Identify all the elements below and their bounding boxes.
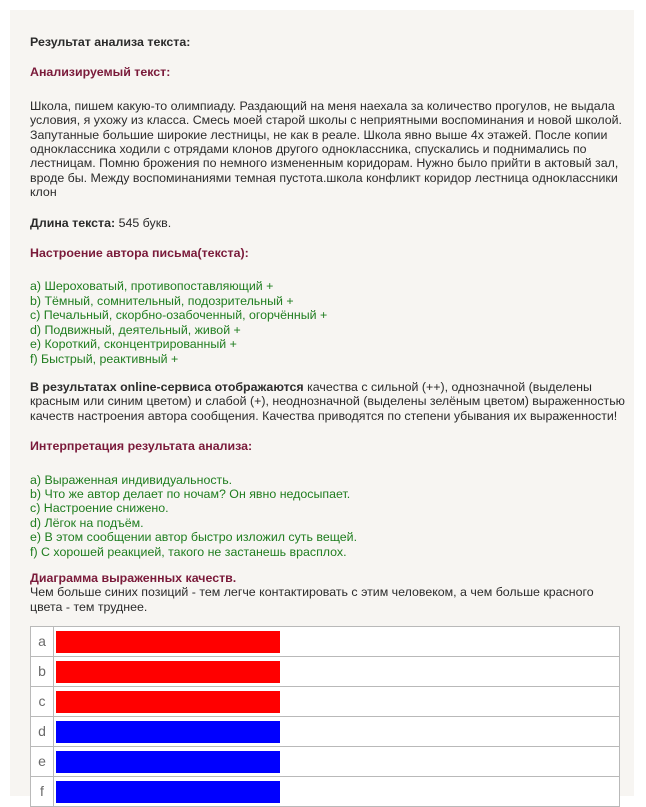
text-length-value: 545 букв. — [118, 215, 172, 230]
mood-item-e: e) Короткий, сконцентрированный + — [30, 337, 237, 352]
interpretation-item-f: f) С хорошей реакцией, такого не застанешь врасплох. — [30, 544, 347, 559]
analyzed-text-heading: Анализируемый текст: — [30, 65, 171, 80]
interpretation-item-b: b) Что же автор делает по ночам? Он явно недосыпает. — [30, 486, 351, 501]
results-note-bold: В результатах online-сервиса отображаются — [30, 379, 304, 394]
interpretation-item-a: a) Выраженная индивидуальность. — [30, 472, 233, 487]
diagram-row-d — [31, 717, 620, 747]
mood-item-c: c) Печальный, скорбно-озабоченный, огорчённый + — [30, 308, 328, 323]
diagram-label-e: e — [31, 747, 54, 777]
diagram-row-b — [31, 657, 620, 687]
diagram-bar-cell-c — [54, 687, 620, 717]
diagram-bar-cell-f — [54, 777, 620, 807]
results-note-text: качества с сильной (++), однозначной (выделены красным или синим цветом) и слабой (+), неоднозначной (выделены зелёным цветом) выраженностью качеств настроения автора сообщения. Качества приводятся по степени убывания их выраженности! — [30, 379, 625, 423]
diagram-label-d: d — [31, 717, 54, 747]
diagram-label-a: a — [31, 627, 54, 657]
interpretation-item-e: e) В этом сообщении автор быстро изложил суть вещей. — [30, 530, 358, 545]
diagram-bar-cell-e — [54, 747, 620, 777]
mood-list — [30, 279, 626, 365]
interpretation-item-d: d) Лёгок на подъём. — [30, 515, 144, 530]
diagram-bar-c — [56, 691, 280, 713]
interpretation-heading: Интерпретация результата анализа: — [30, 439, 253, 454]
diagram-row-c — [31, 687, 620, 717]
diagram-bar-f — [56, 781, 280, 803]
diagram-bar-d — [56, 721, 280, 743]
diagram-row-f — [31, 777, 620, 807]
diagram-row-e — [31, 747, 620, 777]
diagram-label-c: c — [31, 687, 54, 717]
diagram-bar-cell-b — [54, 657, 620, 687]
mood-item-d: d) Подвижный, деятельный, живой + — [30, 322, 241, 337]
diagram-bar-e — [56, 751, 280, 773]
diagram-row-a — [31, 627, 620, 657]
diagram-label-b: b — [31, 657, 54, 687]
interpretation-item-c: c) Настроение снижено. — [30, 501, 169, 516]
diagram-bar-a — [56, 631, 280, 653]
mood-item-f: f) Быстрый, реактивный + — [30, 351, 179, 366]
qualities-diagram — [30, 626, 620, 807]
diagram-bar-cell-a — [54, 627, 620, 657]
text-length-label: Длина текста: — [30, 215, 116, 230]
mood-heading: Настроение автора письма(текста): — [30, 246, 249, 261]
analyzed-text: Школа, пишем какую-то олимпиаду. Раздающий на меня наехала за количество прогулов, не выдала условия, я ухожу из класса. Смесь моей старой школы с неприятными воспоминания и новой школой. Запутанные большие широкие лестницы, не как в реале. Школа явно выше 4х этажей. После копии одноклассника ходили с отрядами клонов другого одноклассника, спускались и поднимались по лестницам. Помню брожения по немного измененным коридорам. Нужно было прийти в актовый зал, вроде бы. Между воспоминаниями темная пустота.школа конфликт коридор лестница одноклассники клон — [30, 98, 622, 200]
interpretation-list — [30, 473, 626, 559]
text-length — [30, 216, 626, 230]
results-note — [30, 380, 626, 423]
diagram-bar-b — [56, 661, 280, 683]
page-title: Результат анализа текста: — [30, 35, 191, 49]
diagram-heading: Диаграмма выраженных качеств. — [30, 570, 237, 585]
mood-item-a: a) Шероховатый, противопоставляющий + — [30, 279, 274, 294]
mood-item-b: b) Тёмный, сомнительный, подозрительный + — [30, 293, 294, 308]
diagram-label-f: f — [31, 777, 54, 807]
diagram-bar-cell-d — [54, 717, 620, 747]
analysis-page — [10, 10, 634, 800]
diagram-note: Чем больше синих позиций - тем легче контактировать с этим человеком, а чем больше красного цвета - тем труднее. — [30, 585, 594, 614]
